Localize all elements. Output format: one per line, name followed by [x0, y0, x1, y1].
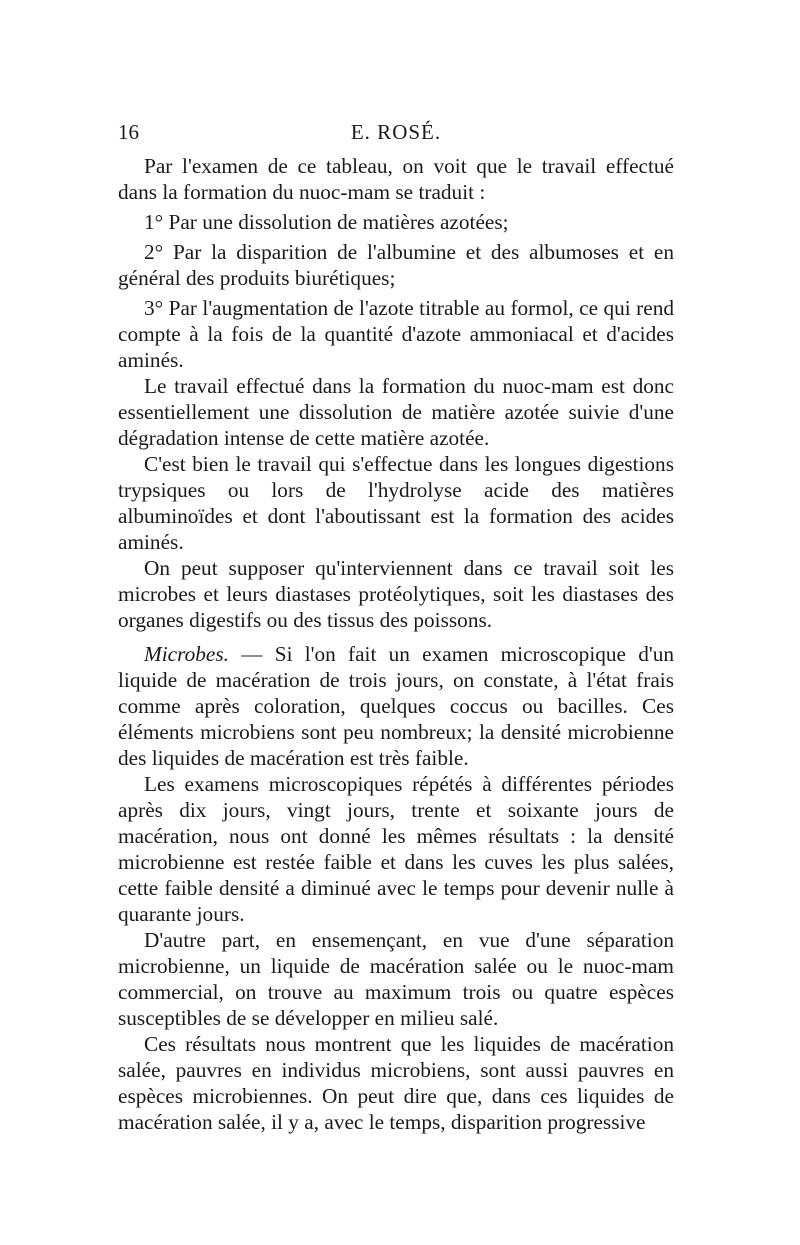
paragraph: Le travail effectué dans la formation du nuoc-mam est donc essentiellement une dissolution de matière azotée suivie d'une dégradation intense de cette matière azotée. [118, 374, 674, 450]
section-intro-text: — Si l'on fait un examen microscopique d'un liquide de macération de trois jours, on constate, à l'état frais comme après coloration, quelques coccus ou bacilles. Ces éléments microbiens sont peu nombreux; la densité microbienne des liquides de macération est très faible. [118, 642, 674, 770]
paragraph: Les examens microscopiques répétés à différentes périodes après dix jours, vingt jours, trente et soixante jours de macération, nous ont donné les mêmes résultats : la densité microbienne est restée faible et dans les cuves les plus salées, cette faible densité a diminué avec le temps pour devenir nulle à quarante jours. [118, 772, 674, 926]
paragraph: D'autre part, en ensemençant, en vue d'une séparation microbienne, un liquide de macération salée ou le nuoc-mam commercial, on trouve au maximum trois ou quatre espèces susceptibles de se développer en milieu salé. [118, 928, 674, 1030]
paragraph: C'est bien le travail qui s'effectue dans les longues digestions trypsiques ou lors de l'hydrolyse acide des matières albuminoïdes et dont l'aboutissant est la formation des acides aminés. [118, 452, 674, 554]
page-number: 16 [118, 120, 139, 144]
paragraph: On peut supposer qu'interviennent dans ce travail soit les microbes et leurs diastases protéolytiques, soit les diastases des organes digestifs ou des tissus des poissons. [118, 556, 674, 632]
paragraph: Par l'examen de ce tableau, on voit que le travail effectué dans la formation du nuoc-mam se traduit : [118, 154, 674, 204]
list-item: 1° Par une dissolution de matières azotées; [144, 210, 509, 234]
list-item: 2° Par la disparition de l'albumine et des albumoses et en général des produits biurétiques; [118, 240, 674, 290]
running-head-author: E. ROSÉ. [350, 120, 442, 144]
section-title: Microbes. [144, 642, 229, 666]
body-text [118, 153, 674, 1135]
paragraph: Ces résultats nous montrent que les liquides de macération salée, pauvres en individus microbiens, sont aussi pauvres en espèces microbiennes. On peut dire que, dans ces liquides de macération salée, il y a, avec le temps, disparition progressive [118, 1032, 674, 1134]
microbes-section-paragraph [118, 641, 674, 771]
running-head [118, 117, 674, 147]
list-item: 3° Par l'augmentation de l'azote titrable au formol, ce qui rend compte à la fois de la quantité d'azote ammoniacal et d'acides aminés. [118, 296, 674, 372]
